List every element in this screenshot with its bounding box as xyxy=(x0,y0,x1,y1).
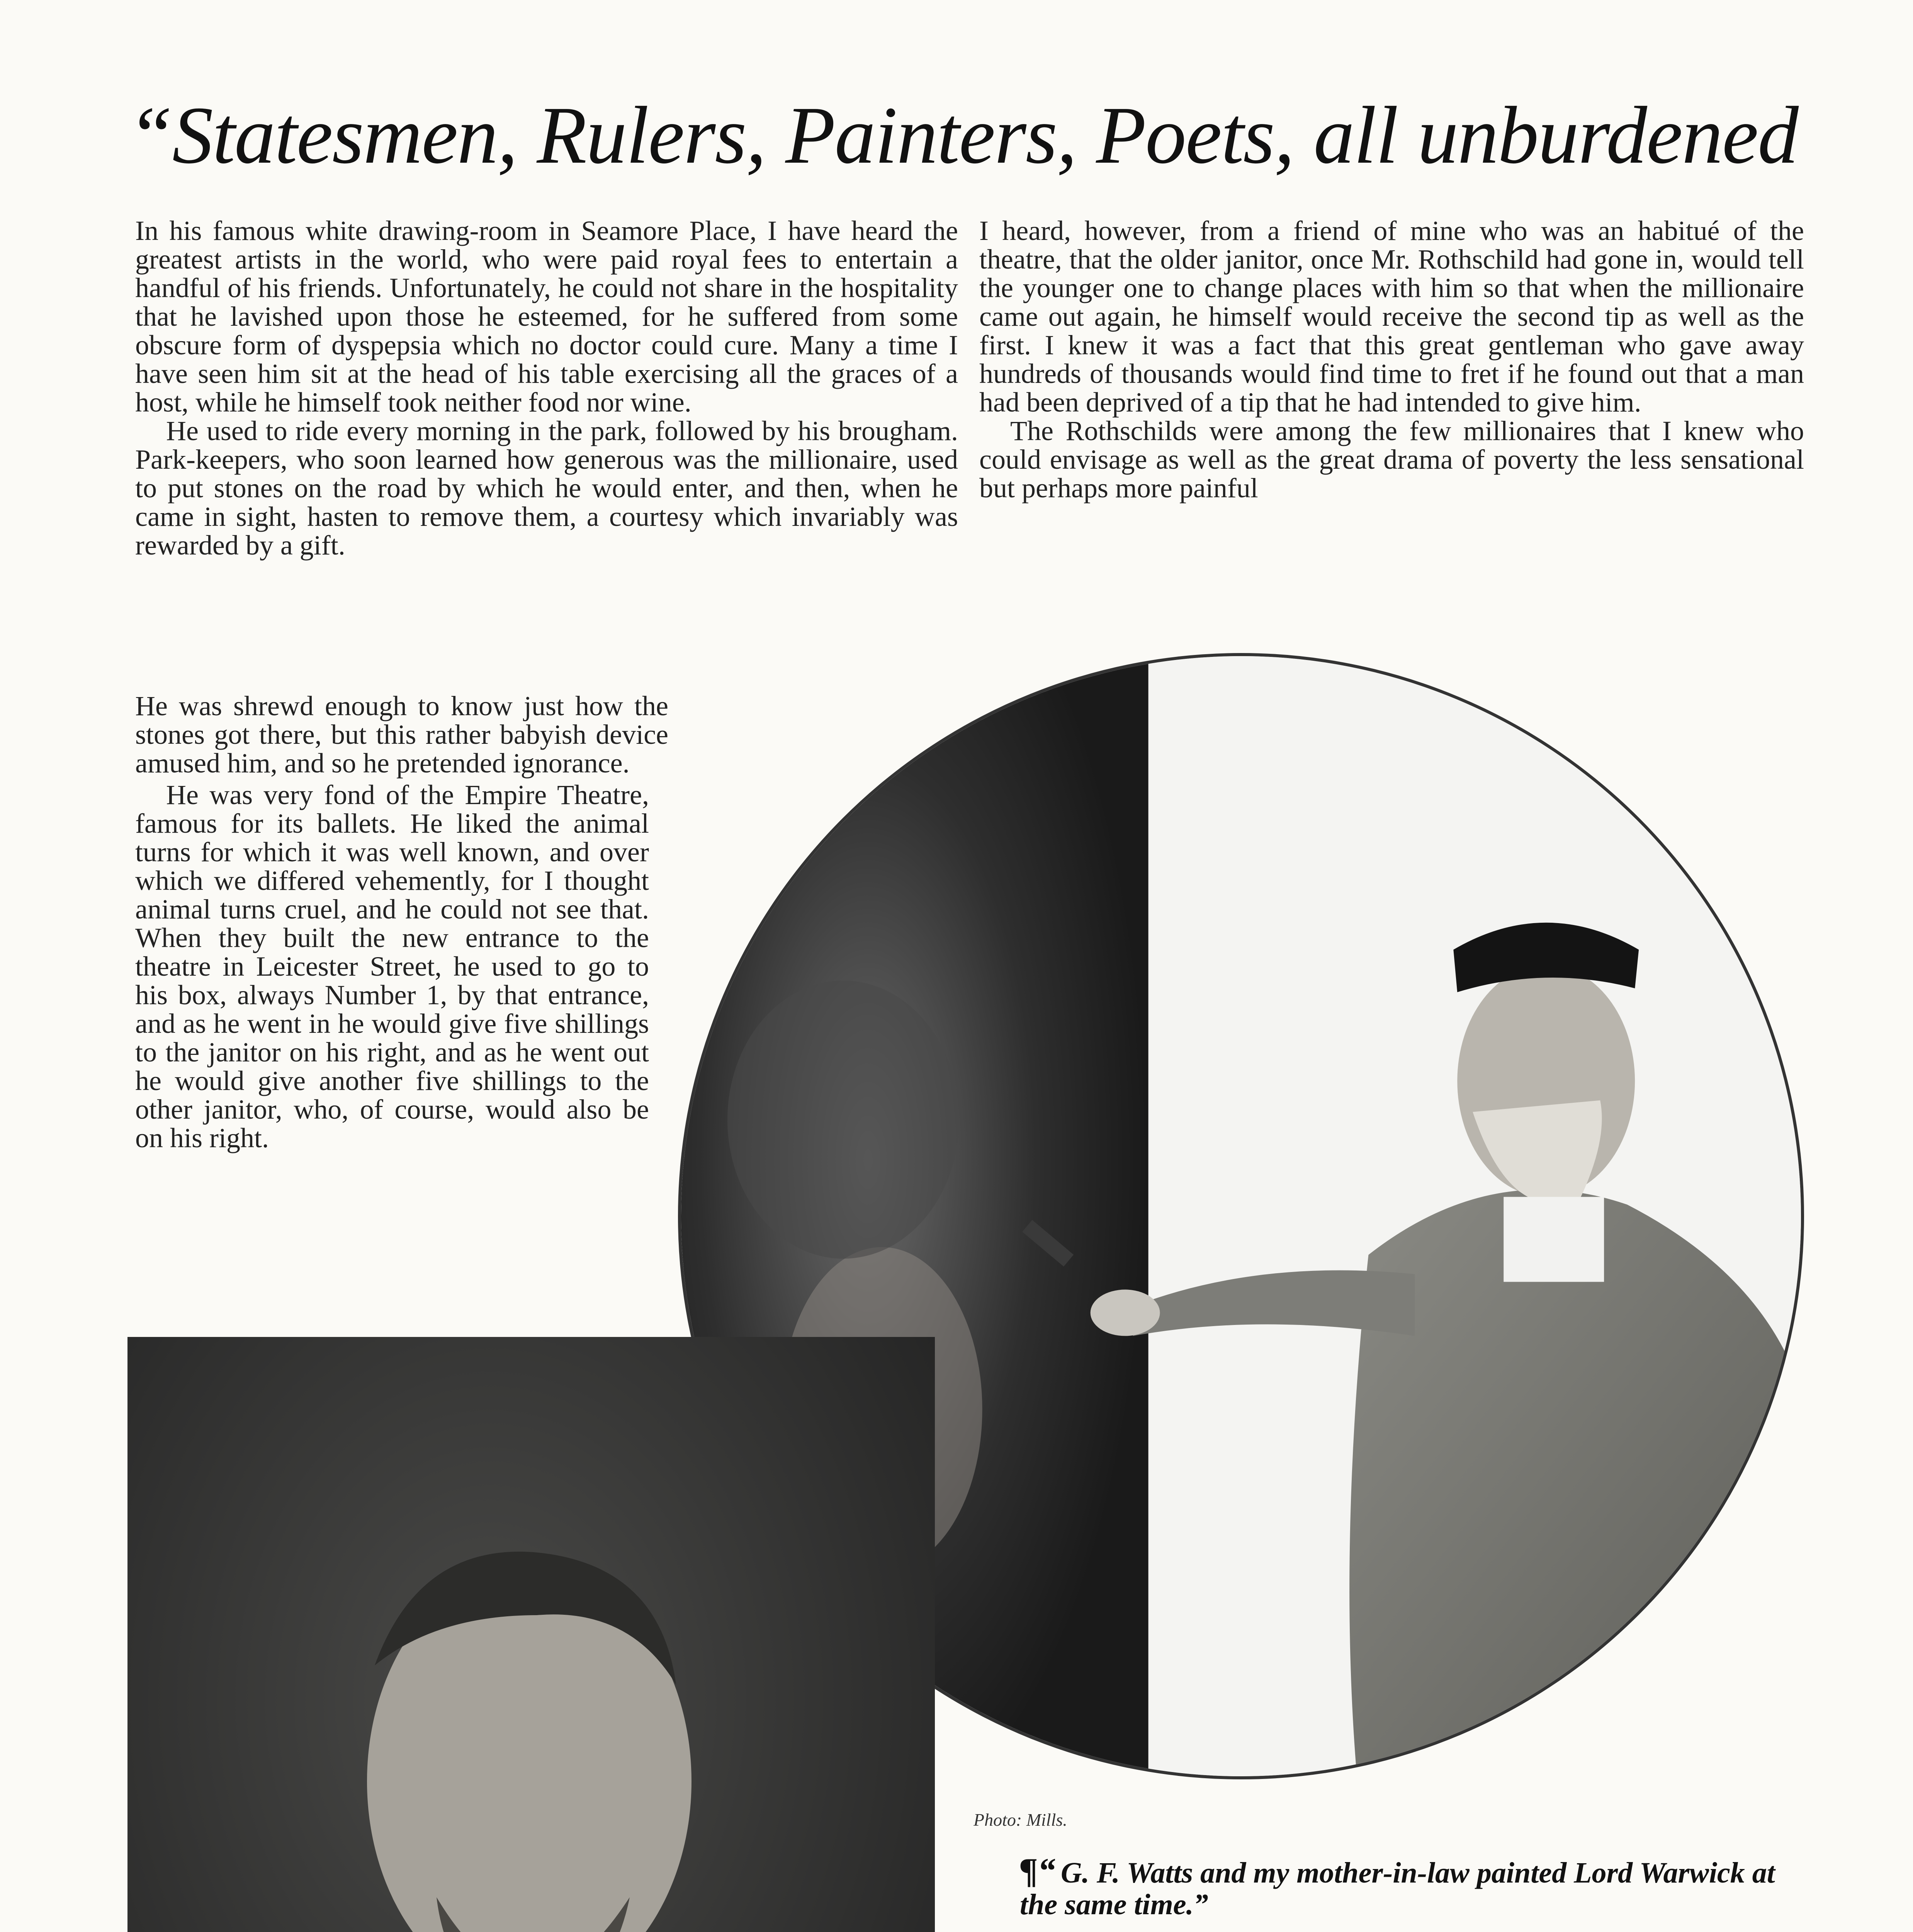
paragraph-rothschilds-poverty: The Rothschilds were among the few millionaires that I knew who could envisage as well as the great drama of poverty the less sensational but perhaps more painful xyxy=(979,415,1804,503)
article-headline: “Statesmen, Rulers, Painters, Poets, all unburdened xyxy=(127,90,1798,180)
right-column-top xyxy=(979,216,1804,502)
photo-portrait-square xyxy=(127,1337,935,1932)
pull-quote-watts xyxy=(1020,1851,1777,1921)
paragraph-stones: He was shrewd enough to know just how the stones got there, but this rather babyish device amused him, and so he pretended ignorance. xyxy=(135,690,668,779)
paragraph-park-ride: He used to ride every morning in the park, followed by his brougham. Park-keepers, who soon learned how generous was the millionaire, used to put stones on the road by which he would enter, and then, when he came in sight, hasten to remove them, a courtesy which invariably was rewarded by a gift. xyxy=(135,415,958,561)
paragraph-drawing-room: In his famous white drawing-room in Seamore Place, I have heard the greatest artists in the world, who were paid royal fees to entertain a handful of his friends. Unfortunately, he could not share in the hospitality that he lavished upon those he esteemed, for he suffered from some obscure form of dyspepsia which no doctor could cure. Many a time I have seen him sit at the head of his table exercising all the graces of a host, while he himself took neither food nor wine. xyxy=(135,215,958,418)
man-portrait-image xyxy=(127,1337,935,1932)
photo-credit-mills: Photo: Mills. xyxy=(973,1810,1067,1830)
paragraph-empire-theatre: He was very fond of the Empire Theatre, famous for its ballets. He liked the animal turns for which it was well known, and over which we differed vehemently, for I thought animal turns cruel, and he could not see that. When they built the new entrance to the theatre in Leicester Street, he used to go to his box, always Number 1, by that entrance, and as he went in he would give five shillings to the janitor on his right, and as he went out he would give another five shillings to the other janitor, who, of course, would also be on his right. xyxy=(135,779,649,1153)
left-column-theatre xyxy=(135,781,649,1152)
quote-watts-text: G. F. Watts and my mother-in-law painted Lord Warwick at the same time.” xyxy=(1020,1857,1775,1921)
left-column-narrow xyxy=(135,692,668,777)
paragraph-mark-icon: ¶“ xyxy=(1020,1851,1055,1890)
paragraph-janitor: I heard, however, from a friend of mine who was an habitué of the theatre, that the older janitor, once Mr. Rothschild had gone in, would tell the younger one to change places with him so that when the millionaire came out again, he himself would receive the second tip as well as the first. I knew it was a fact that this great gentleman who gave away hundreds of thousands would find time to fret if he found out that a man had been deprived of a tip that he had intended to give him. xyxy=(979,215,1804,418)
left-column-top xyxy=(135,216,958,560)
